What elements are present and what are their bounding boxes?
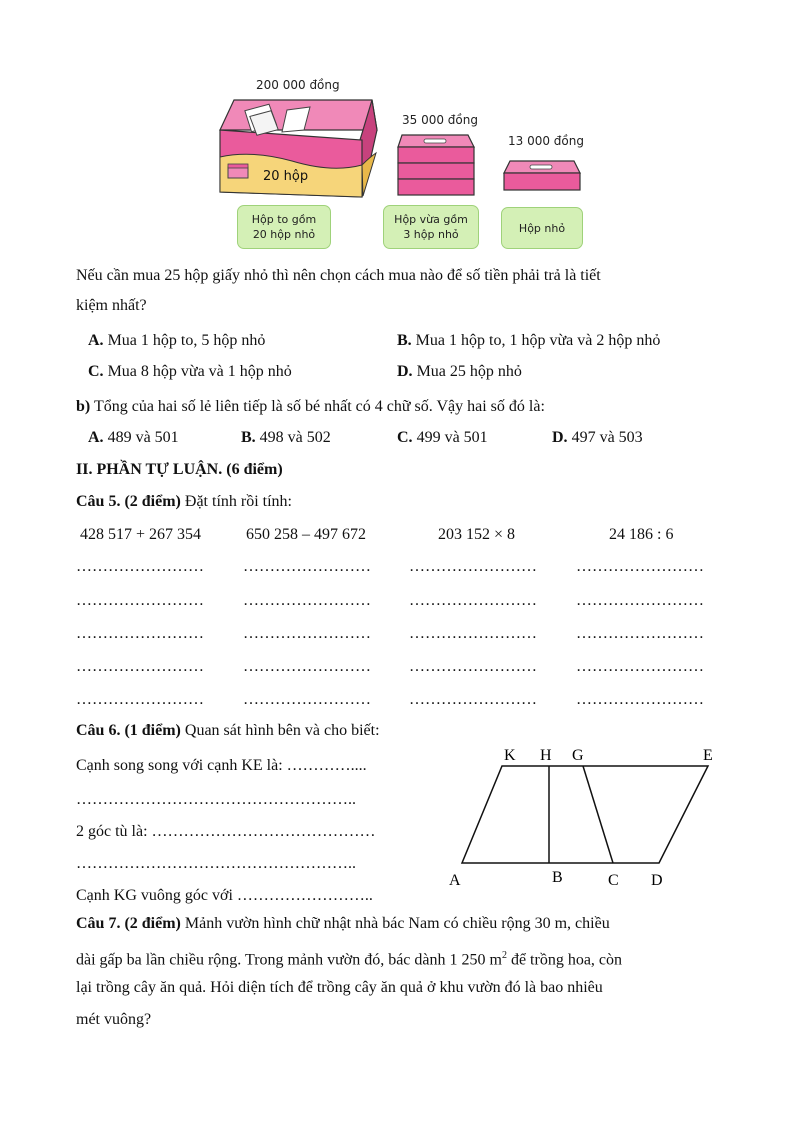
- q4a-option-b-key: B.: [397, 332, 412, 349]
- q6-title: Câu 6. (1 điểm): [76, 722, 181, 739]
- q4b-option-c-key: C.: [397, 429, 413, 446]
- q5-expression-3: 203 152 × 8: [438, 526, 516, 543]
- q7-line-2: [76, 946, 622, 970]
- q4a-option-d-text: Mua 25 hộp nhỏ: [412, 363, 522, 380]
- medium-tissue-box: [398, 135, 474, 195]
- q4b-question: [76, 397, 545, 417]
- medium-box-caption-line1: Hộp vừa gồm: [394, 213, 468, 226]
- answer-dots[interactable]: ……………………: [576, 625, 704, 642]
- q6-heading: [76, 721, 380, 741]
- q5-expression-2: 650 258 – 497 672: [246, 526, 366, 543]
- q7-title: Câu 7. (2 điểm): [76, 915, 181, 932]
- q6-line-5[interactable]: Cạnh KG vuông góc với ……………………..: [76, 887, 373, 904]
- answer-dots[interactable]: ……………………: [409, 691, 537, 708]
- q4b-option-a-text: 489 và 501: [103, 429, 179, 446]
- q7-superscript: 2: [501, 950, 507, 961]
- q6-line-2[interactable]: ……………………………………………..: [76, 791, 356, 808]
- q4b-option-d-key: D.: [552, 429, 568, 446]
- small-box-caption-text: Hộp nhỏ: [518, 221, 566, 235]
- segment-gc: [583, 766, 613, 863]
- answer-dots[interactable]: ……………………: [76, 625, 204, 642]
- q6-text: Quan sát hình bên và cho biết:: [180, 722, 380, 739]
- answer-dots[interactable]: ……………………: [576, 691, 704, 708]
- answer-dots[interactable]: ……………………: [409, 592, 537, 609]
- q4a-option-a-text: Mua 1 hộp to, 5 hộp nhỏ: [103, 332, 266, 349]
- answer-dots[interactable]: ……………………: [409, 625, 537, 642]
- q6-line-4[interactable]: ……………………………………………..: [76, 855, 356, 872]
- answer-dots[interactable]: ……………………: [76, 691, 204, 708]
- answer-dots[interactable]: ……………………: [409, 658, 537, 675]
- q5-expression-4: 24 186 : 6: [609, 526, 674, 543]
- q6-geometry-figure: [440, 738, 730, 898]
- label-b: B: [552, 869, 563, 886]
- answer-dots[interactable]: ……………………: [576, 658, 704, 675]
- big-box-caption-line1: Hộp to gồm: [251, 213, 317, 226]
- answer-dots[interactable]: ……………………: [243, 691, 371, 708]
- q7-line-1: [76, 914, 610, 934]
- q4a-option-a[interactable]: [88, 331, 265, 351]
- q5-heading: [76, 492, 292, 512]
- answer-dots[interactable]: ……………………: [243, 558, 371, 575]
- q5-title: Câu 5. (2 điểm): [76, 493, 181, 510]
- big-box-inner-label: 20 hộp: [263, 169, 309, 184]
- answer-dots[interactable]: ……………………: [409, 558, 537, 575]
- q4a-option-c-key: C.: [88, 363, 104, 380]
- big-box-caption-line2: 20 hộp nhỏ: [252, 228, 316, 241]
- big-box-price: 200 000 đồng: [256, 78, 340, 92]
- label-d: D: [651, 872, 663, 889]
- answer-dots[interactable]: ……………………: [76, 658, 204, 675]
- q7-line-3: lại trồng cây ăn quả. Hỏi diện tích để trồng cây ăn quả ở khu vườn đó là bao nhiêu: [76, 979, 603, 996]
- answer-dots[interactable]: ……………………: [243, 592, 371, 609]
- big-box-caption: [237, 205, 331, 249]
- q4a-option-d-key: D.: [397, 363, 413, 380]
- medium-box-caption: [383, 205, 479, 249]
- q4b-option-d[interactable]: [552, 428, 643, 448]
- q4b-option-b-text: 498 và 502: [255, 429, 331, 446]
- q4b-option-b[interactable]: [241, 428, 331, 448]
- q4a-text-line2: kiệm nhất?: [76, 297, 147, 314]
- parallelogram-shape: [462, 766, 708, 863]
- label-k: K: [504, 747, 516, 764]
- section-2-title: II. PHẦN TỰ LUẬN. (6 điểm): [76, 461, 283, 478]
- small-box-caption: [501, 207, 583, 249]
- answer-dots[interactable]: ……………………: [76, 558, 204, 575]
- q6-line-3[interactable]: 2 góc tù là: ……………………………………: [76, 823, 376, 840]
- answer-dots[interactable]: ……………………: [243, 658, 371, 675]
- label-a: A: [449, 872, 461, 889]
- q4b-option-a-key: A.: [88, 429, 104, 446]
- answer-dots[interactable]: ……………………: [576, 592, 704, 609]
- q5-text: Đặt tính rồi tính:: [180, 493, 292, 510]
- q4b-prefix: b): [76, 398, 91, 415]
- medium-box-caption-line2: 3 hộp nhỏ: [403, 228, 459, 241]
- q4a-option-c[interactable]: [88, 362, 292, 382]
- q7-line-4: mét vuông?: [76, 1011, 152, 1028]
- small-box-price: 13 000 đồng: [508, 134, 584, 148]
- q4b-option-c-text: 499 và 501: [412, 429, 488, 446]
- answer-dots[interactable]: ……………………: [576, 558, 704, 575]
- label-e: E: [703, 747, 713, 764]
- q4a-option-d[interactable]: [397, 362, 522, 382]
- q6-line-1[interactable]: Cạnh song song với cạnh KE là: …………....: [76, 757, 367, 774]
- answer-dots[interactable]: ……………………: [243, 625, 371, 642]
- q4a-option-b-text: Mua 1 hộp to, 1 hộp vừa và 2 hộp nhỏ: [411, 332, 661, 349]
- q4a-text-line1: Nếu cần mua 25 hộp giấy nhỏ thì nên chọn cách mua nào để số tiền phải trả là tiết: [76, 267, 601, 284]
- small-tissue-box: [504, 161, 580, 190]
- q4a-option-c-text: Mua 8 hộp vừa và 1 hộp nhỏ: [103, 363, 292, 380]
- tissue-boxes-drawing: [212, 95, 592, 205]
- q4a-option-b[interactable]: [397, 331, 660, 351]
- q7-line1-text: Mảnh vườn hình chữ nhật nhà bác Nam có chiều rộng 30 m, chiều: [180, 915, 610, 932]
- q4b-text: Tổng của hai số lẻ liên tiếp là số bé nhất có 4 chữ số. Vậy hai số đó là:: [90, 398, 545, 415]
- answer-dots[interactable]: ……………………: [76, 592, 204, 609]
- medium-box-price: 35 000 đồng: [402, 113, 478, 127]
- q4b-option-b-key: B.: [241, 429, 256, 446]
- q4a-option-a-key: A.: [88, 332, 104, 349]
- q7-line2b-text: để trồng hoa, còn: [506, 951, 623, 969]
- label-h: H: [540, 747, 552, 764]
- label-g: G: [572, 747, 584, 764]
- label-c: C: [608, 872, 619, 889]
- q4b-option-c[interactable]: [397, 428, 488, 448]
- q4b-option-d-text: 497 và 503: [567, 429, 643, 446]
- q4b-option-a[interactable]: [88, 428, 179, 448]
- q5-expression-1: 428 517 + 267 354: [80, 526, 202, 543]
- q7-line2a-text: dài gấp ba lần chiều rộng. Trong mảnh vườn đó, bác dành 1 250 m: [76, 951, 502, 969]
